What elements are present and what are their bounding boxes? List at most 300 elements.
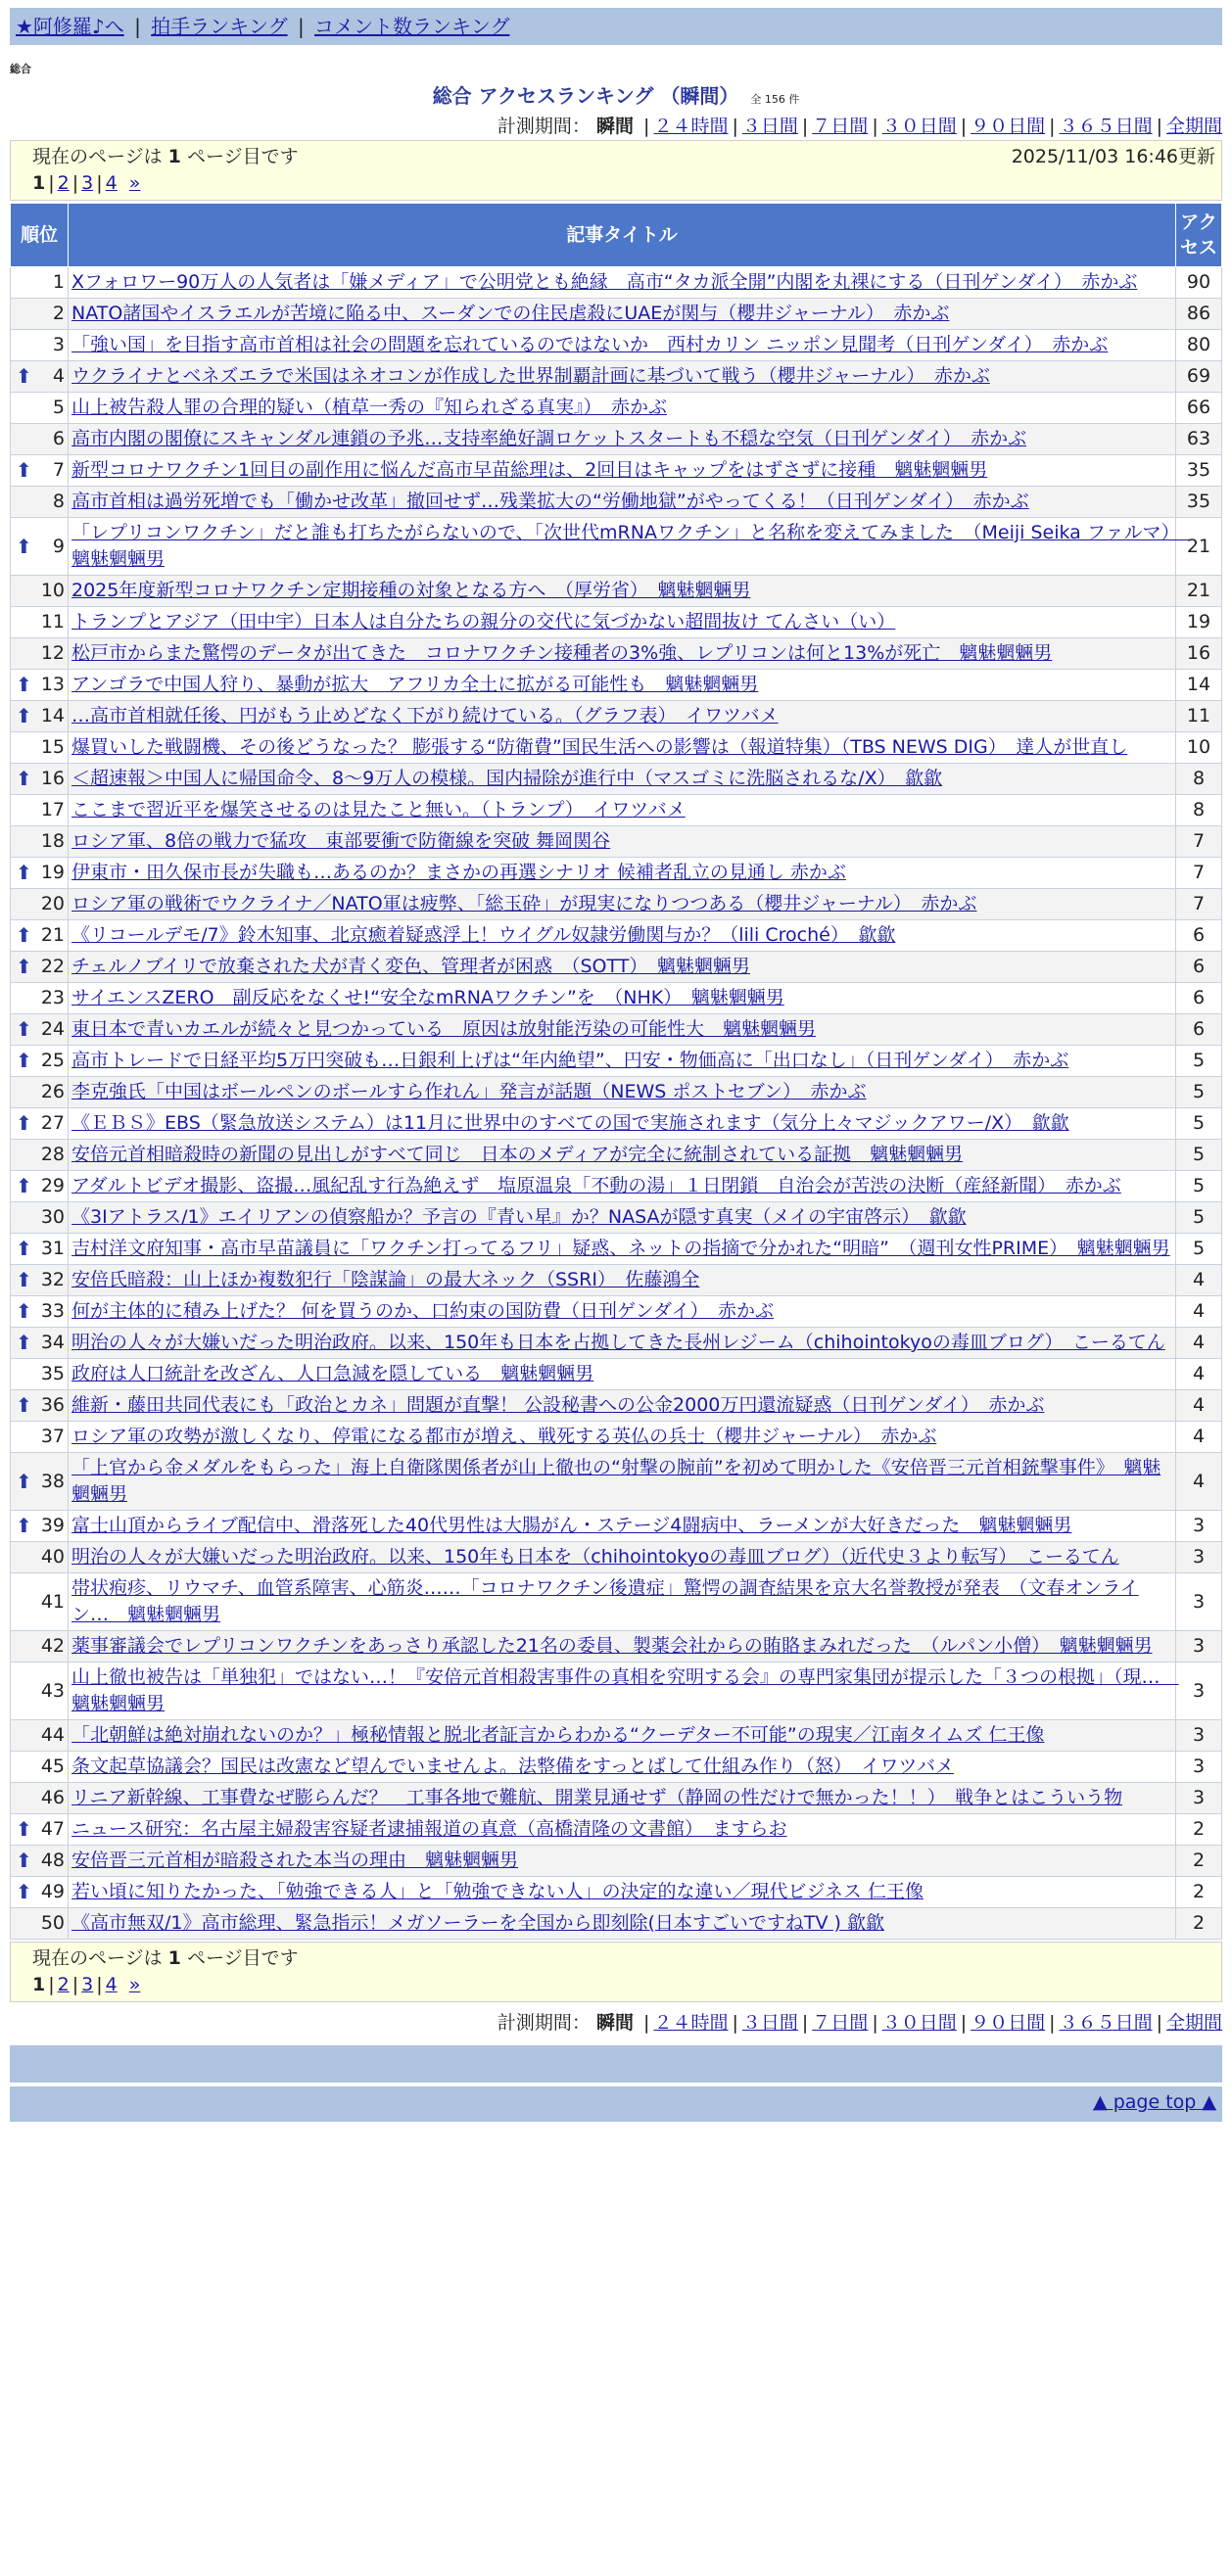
table-row [11,1422,1222,1453]
period-separator: | [1049,116,1056,137]
rank-cell [11,1720,69,1752]
access-count: 3 [1176,1783,1222,1814]
table-row [11,1077,1222,1108]
page-info-number: 1 [167,1947,181,1969]
access-count: 4 [1176,1453,1222,1511]
rank-number: 45 [40,1756,65,1777]
access-count: 5 [1176,1171,1222,1202]
rank-number: 50 [40,1912,65,1934]
total-count: 全 156 件 [750,93,800,106]
table-row [11,889,1222,920]
table-row [11,1783,1222,1814]
access-count: 4 [1176,1359,1222,1390]
arrow-up-icon: ⬆ [16,1049,32,1072]
rank-cell [11,487,69,518]
title-cell [69,1877,1176,1908]
rank-number: 35 [40,1363,65,1384]
updated-timestamp: 2025/11/03 16:46更新 [1011,146,1215,167]
article-link[interactable]: 維新・藤田共同代表にも「政治とカネ」問題が直撃！ 公設秘書への公金2000万円還流疑惑（日刊ゲンダイ） 赤かぶ [71,1394,1045,1416]
article-link[interactable]: 山上被告殺人罪の合理的疑い（植草一秀の『知られざる真実』） 赤かぶ [71,397,668,418]
article-link[interactable]: トランプとアジア（田中宇）日本人は自分たちの親分の交代に気づかない超間抜け てんさい（い） [71,611,896,632]
arrow-up-icon: ⬆ [16,1514,32,1537]
article-link[interactable]: 新型コロナワクチン1回目の副作用に悩んだ高市早苗総理は、2回目はキャップをはずさずに接種 魑魅魍魎男 [71,459,988,481]
category-label: 総合 [10,63,31,75]
next-page-link[interactable]: » [128,1974,141,1995]
access-count: 2 [1176,1846,1222,1877]
article-link[interactable]: アンゴラで中国人狩り、暴動が拡大 アフリカ全土に拡がる可能性も 魑魅魍魎男 [71,674,759,695]
arrow-up-icon: ⬆ [16,1268,32,1291]
title-cell [69,424,1176,455]
article-link[interactable]: 安倍晋三元首相が暗殺された本当の理由 魑魅魍魎男 [71,1850,519,1871]
rank-number: 31 [40,1238,65,1259]
title-cell [69,858,1176,889]
table-row [11,455,1222,487]
period-label: 計測期間： [497,2012,591,2034]
rank-number: 20 [40,893,65,914]
title-cell [69,1265,1176,1296]
table-row [11,299,1222,330]
title-cell [69,1846,1176,1877]
access-count: 63 [1176,424,1222,455]
period-link[interactable]: ２４時間 [653,116,729,137]
table-row [11,732,1222,764]
title-cell [69,1108,1176,1140]
table-row [11,795,1222,826]
period-link[interactable]: ９０日間 [971,116,1046,137]
rank-number: 32 [40,1269,65,1290]
rank-cell [11,764,69,795]
rank-number: 42 [40,1635,65,1657]
access-count: 4 [1176,1328,1222,1359]
title-cell [69,952,1176,983]
rank-number: 18 [40,830,65,852]
rank-cell [11,795,69,826]
page-separator: | [96,1974,103,1995]
rank-number: 44 [40,1724,65,1746]
page-separator: | [96,172,103,194]
title-cell [69,983,1176,1014]
rank-number: 11 [40,611,65,632]
rank-number: 12 [40,642,65,664]
article-link[interactable]: …高市首相就任後、円がもう止めどなく下がり続けている。（グラフ表） イワツバメ [71,705,779,726]
table-row [11,1328,1222,1359]
rank-number: 29 [40,1175,65,1196]
period-separator: | [732,116,738,137]
access-count: 5 [1176,1202,1222,1234]
title-cell [69,1631,1176,1663]
arrow-up-icon: ⬆ [16,364,32,388]
article-link[interactable]: 2025年度新型コロナワクチン定期接種の対象となる方へ （厚労省） 魑魅魍魎男 [71,580,751,601]
access-count: 66 [1176,393,1222,424]
arrow-up-icon: ⬆ [16,1393,32,1417]
period-link[interactable]: ７日間 [812,116,869,137]
rank-cell [11,1234,69,1265]
title-cell [69,1014,1176,1046]
table-row [11,518,1222,576]
title-cell [69,1542,1176,1573]
rank-number: 2 [52,303,65,324]
article-link[interactable]: 東日本で青いカエルが続々と見つかっている 原因は放射能汚染の可能性大 魑魅魍魎男 [71,1018,817,1040]
article-link[interactable]: 伊東市・田久保市長が失職も…あるのか？まさかの再選シナリオ 候補者乱立の見通し 赤かぶ [71,862,846,883]
title-cell [69,826,1176,858]
rank-number: 37 [40,1426,65,1447]
rank-number: 30 [40,1206,65,1228]
access-count: 7 [1176,826,1222,858]
period-separator: | [872,2012,878,2034]
rank-number: 5 [52,397,65,418]
rank-number: 28 [40,1144,65,1165]
page-link[interactable]: 4 [105,1974,118,1995]
period-link[interactable]: ３０日間 [881,2012,957,2034]
article-link[interactable]: 山上徹也被告は「単独犯」ではない…！『安倍元首相殺害事件の真相を究明する会』の専門家集団が提示した「３つの根拠」（現… 魑魅魍魎男 [71,1666,1179,1714]
rank-number: 4 [52,365,65,387]
rank-cell [11,1108,69,1140]
rank-cell [11,638,69,670]
pager-bottom [10,1942,1222,2002]
article-link[interactable]: 「強い国」を目指す高市首相は社会の問題を忘れているのではないか 西村カリン ニッポン見聞考（日刊ゲンダイ） 赤かぶ [71,334,1109,355]
arrow-up-icon: ⬆ [16,1299,32,1323]
article-link[interactable]: 《高市無双/1》高市総理、緊急指示！メガソーラーを全国から即刻除(日本すごいですねTV ) 歙歙 [71,1912,884,1934]
access-count: 5 [1176,1108,1222,1140]
title-cell [69,1783,1176,1814]
nav-separator: | [134,15,141,38]
period-link[interactable]: ３日間 [741,2012,798,2034]
title-cell [69,267,1176,299]
rank-cell [11,1014,69,1046]
access-count: 69 [1176,361,1222,393]
rank-cell [11,858,69,889]
article-link[interactable]: ＜超速報＞中国人に帰国命令、8～9万人の模様。国内掃除が進行中（マスゴミに洗脳されるな/X） 歙歙 [71,768,943,789]
title-cell [69,1573,1176,1631]
rank-number: 19 [40,862,65,883]
title-cell [69,1046,1176,1077]
access-count: 5 [1176,1077,1222,1108]
article-link[interactable]: 爆買いした戦闘機、その後どうなった？ 膨張する“防衛費”国民生活への影響は（報道特集）（TBS NEWS DIG） 達人が世直し [71,736,1128,758]
table-row [11,1846,1222,1877]
article-link[interactable]: 明治の人々が大嫌いだった明治政府。以来、150年も日本を（chihointokyoの毒皿ブログ）（近代史３より転写） こーるてん [71,1546,1119,1568]
article-link[interactable]: 薬事審議会でレプリコンワクチンをあっさり承認した21名の委員、製薬会社からの賄賂まみれだった （ルパン小僧） 魑魅魍魎男 [71,1635,1153,1657]
title-cell [69,1663,1179,1720]
rank-cell [11,1422,69,1453]
table-row [11,701,1222,732]
table-row [11,576,1222,607]
rank-cell [11,1846,69,1877]
page-top-bar [10,2086,1222,2122]
title-cell [69,1908,1176,1940]
table-row [11,1908,1222,1940]
rank-number: 43 [40,1679,65,1702]
col-access-header: アクセス [1176,204,1222,267]
article-link[interactable]: 《リコールデモ/7》鈴木知事、北京癒着疑惑浮上！ウイグル奴隷労働関与か？（lili Croché） 歙歙 [71,924,896,946]
title-cell [69,764,1176,795]
article-link[interactable]: Xフォロワー90万人の人気者は「嫌メディア」で公明党とも絶縁 高市“タカ派全開”内閣を丸裸にする（日刊ゲンダイ） 赤かぶ [71,271,1138,293]
period-link[interactable]: ３６５日間 [1059,116,1153,137]
article-link[interactable]: ウクライナとベネズエラで米国はネオコンが作成した世界制覇計画に基づいて戦う（櫻井ジャーナル） 赤かぶ [71,365,990,387]
page-title: 総合 アクセスランキング （瞬間） [432,84,739,108]
table-row [11,1663,1222,1720]
table-row [11,1234,1222,1265]
period-separator: | [643,2012,650,2034]
access-count: 6 [1176,1014,1222,1046]
rank-number: 40 [40,1546,65,1568]
access-count: 5 [1176,1140,1222,1171]
article-link[interactable]: ここまで習近平を爆笑させるのは見たこと無い。（トランプ） イワツバメ [71,799,686,820]
article-link[interactable]: ニュース研究：名古屋主婦殺害容疑者逮捕報道の真意（高橋清隆の文書館） ますらお [71,1818,787,1840]
period-link[interactable]: ９０日間 [971,2012,1046,2034]
rank-cell [11,732,69,764]
page-info-suffix: ページ目です [186,1947,299,1969]
rank-number: 9 [52,535,65,557]
access-count: 3 [1176,1542,1222,1573]
article-link[interactable]: 松戸市からまた驚愕のデータが出てきた コロナワクチン接種者の3%強、レプリコンは何と13%が死亡 魑魅魍魎男 [71,642,1053,664]
title-cell [69,1328,1176,1359]
article-link[interactable]: サイエンスZERO 副反応をなくせ!“安全なmRNAワクチン”を （NHK） 魑魅魍魎男 [71,987,784,1008]
arrow-up-icon: ⬆ [16,1469,32,1493]
rank-number: 14 [40,705,65,726]
page-link[interactable]: 2 [57,172,70,194]
rank-cell [11,576,69,607]
article-link[interactable]: NATO諸国やイスラエルが苦境に陥る中、スーダンでの住民虐殺にUAEが関与（櫻井ジャーナル） 赤かぶ [71,303,950,324]
title-cell [69,1390,1176,1422]
access-count: 35 [1176,487,1222,518]
page-info-suffix: ページ目です [186,146,299,167]
access-count: 21 [1176,576,1222,607]
rank-cell [11,1202,69,1234]
rank-number: 16 [40,768,65,789]
rank-number: 34 [40,1332,65,1353]
rank-number: 7 [52,459,65,481]
table-row [11,607,1222,638]
article-link[interactable]: 李克強氏「中国はボールペンのボールすら作れん」発言が話題（NEWS ポストセブン） 赤かぶ [71,1081,867,1102]
table-row [11,267,1222,299]
arrow-up-icon: ⬆ [16,1880,32,1903]
table-row [11,638,1222,670]
applause-ranking-link[interactable]: 拍手ランキング [151,15,288,38]
title-cell [69,1077,1176,1108]
page-link[interactable]: 2 [57,1974,70,1995]
rank-cell [11,361,69,393]
period-separator: | [732,2012,738,2034]
table-row [11,952,1222,983]
article-link[interactable]: 若い頃に知りたかった、「勉強できる人」と「勉強できない人」の決定的な違い／現代ビジネス 仁王像 [71,1881,924,1902]
article-link[interactable]: 高市首相は過労死増でも「働かせ改革」撤回せず…残業拡大の“労働地獄”がやってくる！（日刊ゲンダイ） 赤かぶ [71,491,1029,512]
access-count: 80 [1176,330,1222,361]
title-cell [69,361,1176,393]
access-count: 21 [1176,518,1222,576]
period-link[interactable]: ３０日間 [881,116,957,137]
period-link[interactable]: ２４時間 [653,2012,729,2034]
article-link[interactable]: 政府は人口統計を改ざん、人口急減を隠している 魑魅魍魎男 [71,1363,594,1384]
rank-number: 15 [40,736,65,758]
title-cell [69,299,1176,330]
rank-cell [11,607,69,638]
table-row [11,1877,1222,1908]
period-separator: | [960,2012,968,2034]
arrow-up-icon: ⬆ [16,704,32,727]
arrow-up-icon: ⬆ [16,1111,32,1135]
table-row [11,1140,1222,1171]
rank-cell [11,670,69,701]
col-rank-header: 順位 [11,204,69,267]
rank-cell [11,1542,69,1573]
period-link[interactable]: 全期間 [1165,116,1222,137]
page-link[interactable]: 4 [105,172,118,194]
period-separator: | [801,116,809,137]
page-separator: | [48,172,55,194]
access-count: 90 [1176,267,1222,299]
title-cell [69,1234,1176,1265]
title-cell [69,889,1176,920]
arrow-up-icon: ⬆ [16,1174,32,1197]
access-count: 7 [1176,858,1222,889]
access-count: 3 [1176,1752,1222,1783]
rank-number: 24 [40,1018,65,1040]
period-separator: | [801,2012,809,2034]
rank-cell [11,455,69,487]
access-count: 19 [1176,607,1222,638]
access-count: 35 [1176,455,1222,487]
access-count: 4 [1176,1296,1222,1328]
article-link[interactable]: ロシア軍、8倍の戦力で猛攻 東部要衝で防衛線を突破 舞岡関谷 [71,830,611,852]
rank-cell [11,267,69,299]
title-cell [69,455,1176,487]
article-link[interactable]: 吉村洋文府知事・高市早苗議員に「ワクチン打ってるフリ」疑惑、ネットの指摘で分かれた“明暗” （週刊女性PRIME） 魑魅魍魎男 [71,1238,1170,1259]
access-count: 4 [1176,1390,1222,1422]
table-row [11,1296,1222,1328]
arrow-up-icon: ⬆ [16,1331,32,1354]
article-link[interactable]: 高市トレードで日経平均5万円突破も…日銀利上げは“年内絶望”、円安・物価高に「出口なし」（日刊ゲンダイ） 赤かぶ [71,1050,1069,1071]
table-row [11,764,1222,795]
access-count: 7 [1176,889,1222,920]
rank-cell [11,952,69,983]
access-count: 5 [1176,1046,1222,1077]
article-link[interactable]: 安倍氏暗殺：山上ほか複数犯行「陰謀論」の最大ネック（SSRI） 佐藤鴻全 [71,1269,700,1290]
title-cell [69,638,1176,670]
rank-cell [11,1663,69,1720]
title-cell [69,1202,1176,1234]
article-link[interactable]: 帯状疱疹、リウマチ、血管系障害、心筋炎……「コロナワクチン後遺症」驚愕の調査結果を京大名誉教授が発表 （文春オンライン… 魑魅魍魎男 [71,1577,1139,1625]
table-row [11,1265,1222,1296]
rank-number: 27 [40,1112,65,1134]
access-count: 14 [1176,670,1222,701]
article-link[interactable]: 「上官から金メダルをもらった」海上自衛隊関係者が山上徹也の“射撃の腕前”を初めて明かした《安倍晋三元首相銃撃事件》 魑魅魍魎男 [71,1457,1161,1505]
rank-number: 46 [40,1787,65,1808]
article-link[interactable]: ロシア軍の戦術でウクライナ／NATO軍は疲弊、「総玉砕」が現実になりつつある（櫻井ジャーナル） 赤かぶ [71,893,977,914]
rank-number: 21 [40,924,65,946]
period-label: 計測期間： [497,116,591,137]
article-link[interactable]: 「北朝鮮は絶対崩れないのか？」極秘情報と脱北者証言からわかる“クーデター不可能”の現実／江南タイムズ 仁王像 [71,1724,1045,1746]
title-cell [69,1296,1176,1328]
article-link[interactable]: 高市内閣の閣僚にスキャンダル連鎖の予兆…支持率絶好調ロケットスタートも不穏な空気（日刊ゲンダイ） 赤かぶ [71,428,1027,449]
period-link[interactable]: ３日間 [741,116,798,137]
rank-cell [11,1752,69,1783]
access-count: 86 [1176,299,1222,330]
article-link[interactable]: 条文起草協議会？国民は改憲など望んでいませんよ。法整備をすっとばして仕組み作り（怒） イワツバメ [71,1756,954,1777]
title-cell [69,1720,1176,1752]
table-row [11,1014,1222,1046]
top-nav-bar [10,8,1222,45]
access-count: 4 [1176,1265,1222,1296]
article-link[interactable]: ロシア軍の攻勢が激しくなり、停電になる都市が増え、戦死する英仏の兵士（櫻井ジャーナル） 赤かぶ [71,1426,937,1447]
rank-number: 22 [40,956,65,977]
pager-top [10,140,1222,201]
title-cell [69,1359,1176,1390]
page-info [32,1944,1200,1972]
title-cell [69,1171,1176,1202]
access-count: 10 [1176,732,1222,764]
next-page-link[interactable]: » [128,172,141,194]
title-cell [69,795,1176,826]
access-count: 5 [1176,1234,1222,1265]
article-link[interactable]: 何が主体的に積み上げた？ 何を買うのか、口約束の国防費（日刊ゲンダイ） 赤かぶ [71,1300,775,1322]
access-count: 2 [1176,1908,1222,1940]
table-row [11,330,1222,361]
rank-cell [11,1171,69,1202]
comment-ranking-link[interactable]: コメント数ランキング [314,15,510,38]
access-count: 6 [1176,983,1222,1014]
rank-number: 6 [52,428,65,449]
rank-cell [11,393,69,424]
article-link[interactable]: チェルノブイリで放棄された犬が青く変色、管理者が困惑 （SOTT） 魑魅魍魎男 [71,956,750,977]
arrow-up-icon: ⬆ [16,861,32,884]
period-separator: | [960,116,968,137]
table-row [11,1046,1222,1077]
period-separator: | [872,116,878,137]
article-link[interactable]: 《ＥＢＳ》EBS（緊急放送システム）は11月に世界中のすべての国で実施されます（気分上々マジックアワー/X） 歙歙 [71,1112,1069,1134]
rank-cell [11,1390,69,1422]
article-link[interactable]: リニア新幹線、工事費なぜ膨らんだ？ 工事各地で難航、開業見通せず（静岡の性だけで無かった！！） 戦争とはこういう物 [71,1787,1123,1808]
period-link[interactable]: ３６５日間 [1059,2012,1153,2034]
article-link[interactable]: 「レプリコンワクチン」だと誰も打ちたがらないので、「次世代mRNAワクチン」と名称を変えてみました （Meiji Seika ファルマ） 魑魅魍魎男 [71,522,1189,570]
access-count: 8 [1176,764,1222,795]
page-info-prefix: 現在のページは [32,146,163,167]
article-link[interactable]: 安倍元首相暗殺時の新聞の見出しがすべて同じ 日本のメディアが完全に統制されている証拠 魑魅魍魎男 [71,1144,964,1165]
title-cell [69,330,1176,361]
title-cell [69,1453,1176,1511]
page-link[interactable]: 3 [81,1974,94,1995]
rank-cell [11,1077,69,1108]
ranking-table [10,203,1222,1940]
table-row [11,393,1222,424]
page-link[interactable]: 3 [81,172,94,194]
access-count: 6 [1176,952,1222,983]
arrow-up-icon: ⬆ [16,1817,32,1841]
period-link[interactable]: 全期間 [1165,2012,1222,2034]
rank-cell [11,1783,69,1814]
article-link[interactable]: 《3Iアトラス/1》エイリアンの偵察船か？予言の『青い星』か？NASAが隠す真実（メイの宇宙啓示） 歙歙 [71,1206,967,1228]
current-page: 1 [32,172,46,194]
period-link[interactable]: ７日間 [812,2012,869,2034]
rank-cell [11,889,69,920]
page-top-link[interactable]: ▲ page top ▲ [1093,2091,1216,2113]
rank-cell [11,826,69,858]
title-cell [69,393,1176,424]
article-link[interactable]: アダルトビデオ撮影、盗撮…風紀乱す行為絶えず 塩原温泉「不動の湯」１日閉鎖 自治会が苦渋の決断（産経新聞） 赤かぶ [71,1175,1121,1196]
rank-number: 26 [40,1081,65,1102]
nav-separator: | [297,15,305,38]
article-link[interactable]: 富士山頂からライブ配信中、滑落死した40代男性は大腸がん・ステージ4闘病中、ラーメンが大好きだった 魑魅魍魎男 [71,1515,1072,1536]
rank-number: 41 [40,1590,65,1613]
home-link[interactable]: ★阿修羅♪へ [16,15,124,38]
title-cell [69,607,1176,638]
period-selector-bottom [10,2008,1222,2037]
page-info-number: 1 [167,146,181,167]
table-row [11,1573,1222,1631]
title-cell [69,670,1176,701]
article-link[interactable]: 明治の人々が大嫌いだった明治政府。以来、150年も日本を占拠してきた長州レジーム（chihointokyoの毒皿ブログ） こーるてん [71,1332,1165,1353]
rank-number: 13 [40,674,65,695]
title-cell [69,1140,1176,1171]
